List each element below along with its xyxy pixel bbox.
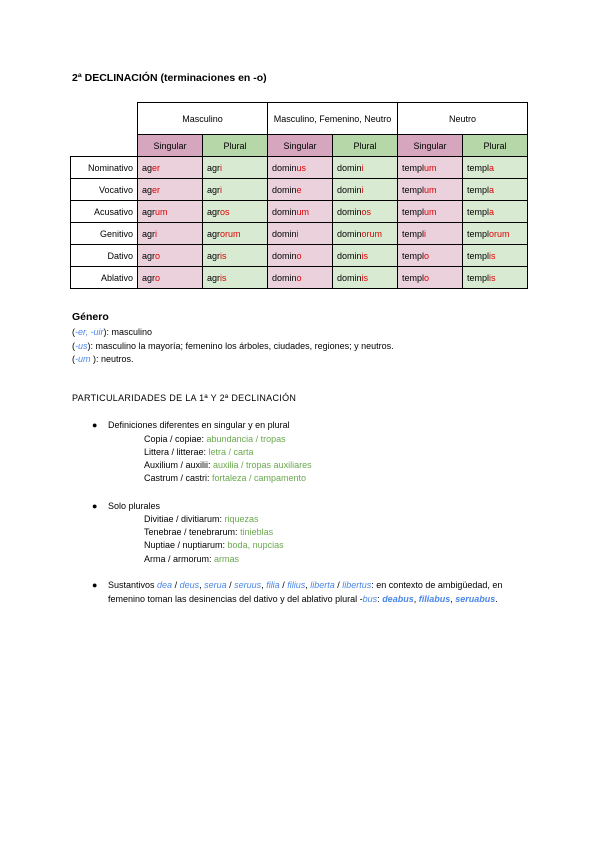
table-cell bbox=[398, 157, 463, 179]
word-stem: domin bbox=[337, 228, 362, 239]
paren: ( bbox=[72, 327, 75, 337]
example: deabus bbox=[382, 594, 414, 604]
word-ending: a bbox=[489, 184, 495, 195]
list-item bbox=[144, 527, 273, 537]
word-ending: o bbox=[155, 272, 161, 283]
word-ending: os bbox=[361, 206, 372, 217]
word-ending: i bbox=[296, 228, 299, 239]
word-ending: is bbox=[220, 250, 227, 261]
group-header: Masculino, Femenino, Neutro bbox=[268, 103, 398, 135]
table-cell bbox=[463, 201, 528, 223]
table-cell bbox=[203, 179, 268, 201]
word-ending: o bbox=[296, 250, 302, 261]
word-stem: templ bbox=[467, 250, 490, 261]
list-item bbox=[144, 434, 286, 444]
word-stem: templ bbox=[402, 228, 425, 239]
translation: letra / carta bbox=[208, 447, 254, 457]
table-cell bbox=[138, 179, 203, 201]
case-label: Genitivo bbox=[71, 223, 138, 245]
example: seruabus bbox=[455, 594, 496, 604]
table-cell bbox=[333, 223, 398, 245]
table-cell bbox=[203, 245, 268, 267]
word-stem: agr bbox=[207, 162, 221, 173]
table-row bbox=[71, 245, 528, 267]
table-cell bbox=[203, 201, 268, 223]
table-cell bbox=[398, 179, 463, 201]
latin-word: Auxilium / auxilii: bbox=[144, 460, 214, 470]
sep: / bbox=[226, 580, 235, 590]
word-ending: o bbox=[424, 250, 430, 261]
latin-word: libertus bbox=[342, 580, 372, 590]
ending: -us bbox=[75, 341, 88, 351]
word-ending: o bbox=[296, 272, 302, 283]
word-stem: domin bbox=[337, 184, 362, 195]
word-stem: domin bbox=[337, 162, 362, 173]
translation: fortaleza / campamento bbox=[212, 473, 307, 483]
word-stem: domin bbox=[272, 250, 297, 261]
table-cell bbox=[333, 201, 398, 223]
word-stem: agr bbox=[142, 228, 156, 239]
case-label: Nominativo bbox=[71, 157, 138, 179]
word-ending: e bbox=[296, 184, 302, 195]
word-ending: is bbox=[361, 250, 369, 261]
table-cell bbox=[138, 267, 203, 289]
word-ending: os bbox=[220, 206, 230, 217]
latin-word: Nuptiae / nuptiarum: bbox=[144, 540, 228, 550]
word-ending: us bbox=[296, 162, 307, 173]
sep: , bbox=[413, 594, 419, 604]
genero-text: ): neutros. bbox=[90, 354, 134, 364]
sep: / bbox=[172, 580, 180, 590]
table-corner bbox=[71, 103, 138, 135]
word-stem: agr bbox=[207, 272, 221, 283]
word-ending: um bbox=[296, 206, 310, 217]
table-cell bbox=[268, 223, 333, 245]
table-cell bbox=[203, 223, 268, 245]
sep: , bbox=[199, 580, 205, 590]
ending: bus bbox=[362, 594, 378, 604]
word-stem: templ bbox=[467, 184, 490, 195]
word-ending: i bbox=[361, 162, 364, 173]
group-header: Neutro bbox=[398, 103, 528, 135]
table-cell bbox=[203, 157, 268, 179]
sep: / bbox=[334, 580, 343, 590]
table-row bbox=[71, 179, 528, 201]
word-ending: i bbox=[220, 162, 223, 173]
ending: -er, -uir bbox=[75, 327, 104, 337]
word-ending: a bbox=[489, 206, 495, 217]
singular-header: Singular bbox=[268, 135, 333, 157]
table-cell bbox=[138, 245, 203, 267]
text: : en contexto de ambigüedad, en femenino toman las desinencias del dativo y del ablativo plural - bbox=[108, 580, 503, 604]
word-stem: agr bbox=[142, 206, 156, 217]
word-ending: is bbox=[361, 272, 369, 283]
word-ending: o bbox=[424, 272, 430, 283]
word-stem: templ bbox=[467, 162, 490, 173]
table-corner bbox=[71, 135, 138, 157]
genero-line bbox=[72, 341, 394, 351]
table-row bbox=[71, 157, 528, 179]
word-ending: orum bbox=[361, 228, 383, 239]
list-item bbox=[144, 473, 306, 483]
text: . bbox=[495, 594, 498, 604]
word-ending: i bbox=[424, 228, 427, 239]
latin-word: Castrum / castri: bbox=[144, 473, 213, 483]
table-cell bbox=[463, 245, 528, 267]
latin-word: deus bbox=[179, 580, 200, 590]
table-cell bbox=[398, 223, 463, 245]
translation: riquezas bbox=[224, 514, 259, 524]
table-cell bbox=[268, 179, 333, 201]
table-cell bbox=[203, 267, 268, 289]
word-stem: agr bbox=[142, 272, 156, 283]
table-row bbox=[71, 267, 528, 289]
declension-table bbox=[70, 102, 528, 289]
singular-header: Singular bbox=[138, 135, 203, 157]
latin-word: liberta bbox=[310, 580, 335, 590]
case-label: Vocativo bbox=[71, 179, 138, 201]
table-cell bbox=[138, 157, 203, 179]
table-row bbox=[71, 223, 528, 245]
paren: ( bbox=[72, 341, 75, 351]
genero-text: ): masculino bbox=[103, 327, 153, 337]
plural-header: Plural bbox=[203, 135, 268, 157]
word-stem: agr bbox=[207, 250, 221, 261]
table-cell bbox=[333, 245, 398, 267]
table-number-row bbox=[71, 135, 528, 157]
page-title: 2ª DECLINACIÓN (terminaciones en -o) bbox=[72, 72, 267, 84]
word-ending: is bbox=[220, 272, 227, 283]
genero-line bbox=[72, 354, 134, 364]
word-stem: agr bbox=[207, 184, 221, 195]
word-stem: agr bbox=[207, 228, 221, 239]
table-cell bbox=[268, 201, 333, 223]
word-stem: templ bbox=[467, 228, 490, 239]
word-stem: templ bbox=[402, 206, 425, 217]
sep: , bbox=[305, 580, 311, 590]
word-ending: um bbox=[424, 184, 437, 195]
singular-header: Singular bbox=[398, 135, 463, 157]
translation: tinieblas bbox=[240, 527, 274, 537]
word-ending: i bbox=[361, 184, 364, 195]
section-heading: PARTICULARIDADES DE LA 1ª Y 2ª DECLINACIÓN bbox=[72, 393, 297, 403]
list-item bbox=[144, 514, 259, 524]
table-cell bbox=[268, 267, 333, 289]
latin-word: Copia / copiae: bbox=[144, 434, 207, 444]
word-stem: domin bbox=[272, 206, 297, 217]
word-stem: domin bbox=[337, 272, 362, 283]
sep: / bbox=[279, 580, 288, 590]
word-ending: i bbox=[155, 228, 158, 239]
bullet-text: Definiciones diferentes en singular y en plural bbox=[108, 420, 290, 430]
ending: -um bbox=[75, 354, 91, 364]
text: : bbox=[377, 594, 383, 604]
latin-word: filius bbox=[287, 580, 306, 590]
example: filiabus bbox=[418, 594, 451, 604]
text: Sustantivos bbox=[108, 580, 158, 590]
word-stem: domin bbox=[272, 228, 297, 239]
word-ending: is bbox=[489, 272, 496, 283]
word-stem: domin bbox=[272, 272, 297, 283]
list-item bbox=[144, 447, 254, 457]
list-item bbox=[144, 554, 239, 564]
table-cell bbox=[268, 157, 333, 179]
word-ending: er bbox=[152, 162, 161, 173]
word-stem: templ bbox=[402, 250, 425, 261]
case-label: Dativo bbox=[71, 245, 138, 267]
word-ending: um bbox=[424, 162, 437, 173]
table-cell bbox=[138, 201, 203, 223]
sep: , bbox=[450, 594, 456, 604]
translation: auxilia / tropas auxiliares bbox=[213, 460, 312, 470]
case-label: Ablativo bbox=[71, 267, 138, 289]
table-cell bbox=[463, 267, 528, 289]
genero-line bbox=[72, 327, 152, 337]
paren: ( bbox=[72, 354, 75, 364]
word-stem: templ bbox=[402, 272, 425, 283]
word-stem: templ bbox=[467, 272, 490, 283]
latin-word: filia bbox=[266, 580, 280, 590]
word-stem: domin bbox=[337, 206, 362, 217]
word-stem: templ bbox=[402, 184, 425, 195]
latin-word: serua bbox=[204, 580, 227, 590]
word-ending: o bbox=[155, 250, 161, 261]
bullet-icon: ● bbox=[92, 501, 98, 511]
case-label: Acusativo bbox=[71, 201, 138, 223]
latin-word: seruus bbox=[234, 580, 262, 590]
word-ending: orum bbox=[220, 228, 241, 239]
bullet-text: Solo plurales bbox=[108, 501, 161, 511]
latin-word: Arma / armorum: bbox=[144, 554, 215, 564]
case-rows bbox=[71, 157, 528, 289]
latin-word: Tenebrae / tenebrarum: bbox=[144, 527, 241, 537]
word-stem: agr bbox=[142, 250, 156, 261]
word-ending: er bbox=[152, 184, 161, 195]
table-cell bbox=[333, 179, 398, 201]
plural-header: Plural bbox=[333, 135, 398, 157]
translation: armas bbox=[214, 554, 240, 564]
word-ending: um bbox=[424, 206, 437, 217]
word-stem: domin bbox=[272, 162, 297, 173]
word-ending: um bbox=[155, 206, 168, 217]
group-header: Masculino bbox=[138, 103, 268, 135]
translation: abundancia / tropas bbox=[206, 434, 286, 444]
word-stem: ag bbox=[142, 162, 153, 173]
table-cell bbox=[463, 157, 528, 179]
list-item bbox=[144, 540, 284, 550]
translation: boda, nupcias bbox=[227, 540, 284, 550]
table-cell bbox=[268, 245, 333, 267]
table-cell bbox=[463, 179, 528, 201]
word-stem: ag bbox=[142, 184, 153, 195]
word-stem: domin bbox=[272, 184, 297, 195]
latin-word: dea bbox=[157, 580, 173, 590]
word-stem: agr bbox=[207, 206, 221, 217]
word-stem: templ bbox=[402, 162, 425, 173]
genero-title: Género bbox=[72, 311, 109, 323]
latin-word: Littera / litterae: bbox=[144, 447, 209, 457]
list-item bbox=[144, 460, 312, 470]
word-ending: orum bbox=[489, 228, 510, 239]
table-cell bbox=[398, 245, 463, 267]
word-ending: a bbox=[489, 162, 495, 173]
table-cell bbox=[333, 157, 398, 179]
bullet-paragraph bbox=[108, 578, 528, 606]
sep: , bbox=[261, 580, 267, 590]
word-stem: templ bbox=[467, 206, 490, 217]
table-cell bbox=[463, 223, 528, 245]
latin-word: Divitiae / divitiarum: bbox=[144, 514, 225, 524]
table-cell bbox=[398, 267, 463, 289]
genero-text: ): masculino la mayoría; femenino los árboles, ciudades, regiones; y neutros. bbox=[87, 341, 394, 351]
word-ending: i bbox=[220, 184, 223, 195]
table-row bbox=[71, 201, 528, 223]
word-ending: is bbox=[489, 250, 496, 261]
bullet-icon: ● bbox=[92, 420, 98, 430]
bullet-icon: ● bbox=[92, 580, 98, 590]
table-cell bbox=[333, 267, 398, 289]
table-cell bbox=[138, 223, 203, 245]
table-group-row bbox=[71, 103, 528, 135]
plural-header: Plural bbox=[463, 135, 528, 157]
word-stem: domin bbox=[337, 250, 362, 261]
table-cell bbox=[398, 201, 463, 223]
